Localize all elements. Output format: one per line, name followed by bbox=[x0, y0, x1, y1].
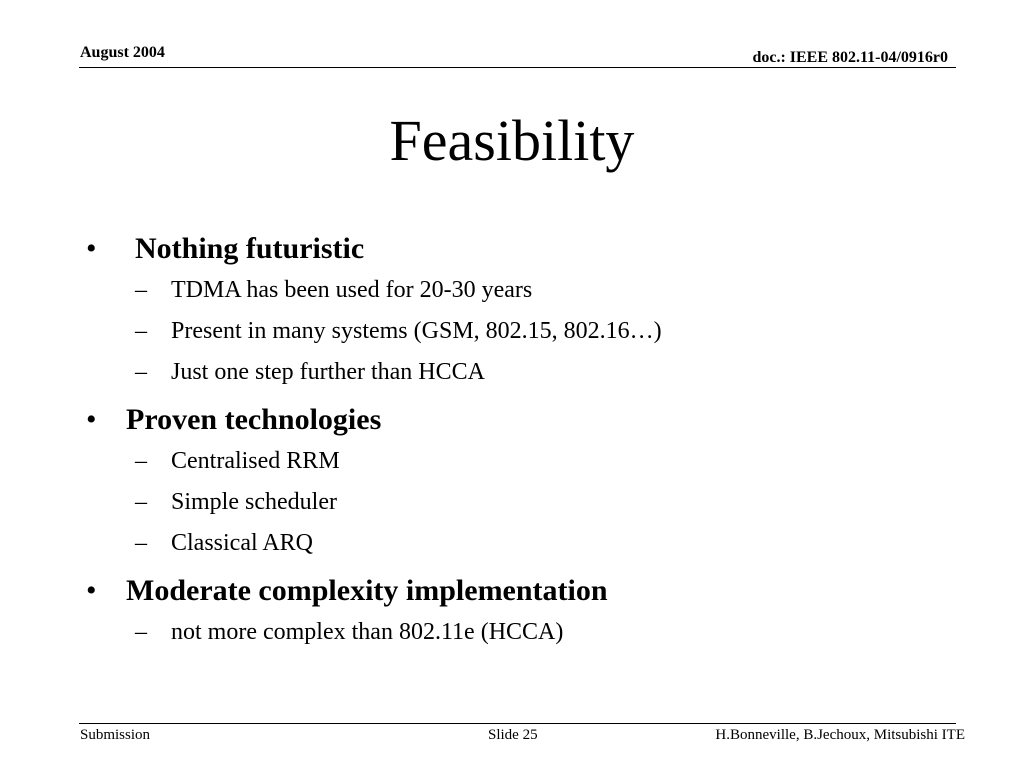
sub-bullet-text: Present in many systems (GSM, 802.15, 802.16…) bbox=[171, 318, 662, 344]
bullet-item bbox=[80, 570, 960, 612]
sub-bullet-item bbox=[80, 352, 960, 393]
dash-marker: – bbox=[135, 448, 147, 474]
bullet-marker: • bbox=[86, 574, 97, 607]
sub-bullet-text: Classical ARQ bbox=[171, 530, 313, 556]
sub-bullet-text: Centralised RRM bbox=[171, 448, 340, 474]
bullet-marker: • bbox=[86, 232, 97, 265]
footer-submission: Submission bbox=[80, 727, 151, 743]
dash-marker: – bbox=[135, 318, 147, 344]
sub-bullet-item bbox=[80, 270, 960, 311]
dash-marker: – bbox=[135, 530, 147, 556]
footer-authors: H.Bonneville, B.Jechoux, Mitsubishi ITE bbox=[715, 727, 965, 743]
sub-bullet-text: TDMA has been used for 20-30 years bbox=[171, 277, 533, 303]
sub-bullet-item bbox=[80, 441, 960, 482]
bullet-text: Proven technologies bbox=[126, 403, 382, 436]
sub-bullet-item bbox=[80, 612, 960, 653]
bullet-item bbox=[80, 228, 960, 270]
dash-marker: – bbox=[135, 359, 147, 385]
header-rule bbox=[79, 67, 956, 68]
bullet-text: Nothing futuristic bbox=[135, 232, 365, 265]
dash-marker: – bbox=[135, 277, 147, 303]
footer-rule bbox=[79, 723, 956, 724]
slide-body bbox=[80, 228, 960, 653]
slide-title: Feasibility bbox=[389, 108, 635, 173]
sub-bullet-text: not more complex than 802.11e (HCCA) bbox=[171, 619, 564, 645]
dash-marker: – bbox=[135, 489, 147, 515]
header-date: August 2004 bbox=[80, 44, 165, 61]
sub-bullet-item bbox=[80, 482, 960, 523]
bullet-text: Moderate complexity implementation bbox=[126, 574, 608, 607]
sub-bullet-item bbox=[80, 523, 960, 564]
header-doc-id: doc.: IEEE 802.11-04/0916r0 bbox=[752, 49, 948, 66]
bullet-marker: • bbox=[86, 403, 97, 436]
sub-bullet-text: Just one step further than HCCA bbox=[171, 359, 485, 385]
sub-bullet-text: Simple scheduler bbox=[171, 489, 337, 515]
bullet-item bbox=[80, 399, 960, 441]
dash-marker: – bbox=[135, 619, 147, 645]
footer-slide-number: Slide 25 bbox=[488, 727, 538, 743]
sub-bullet-item bbox=[80, 311, 960, 352]
